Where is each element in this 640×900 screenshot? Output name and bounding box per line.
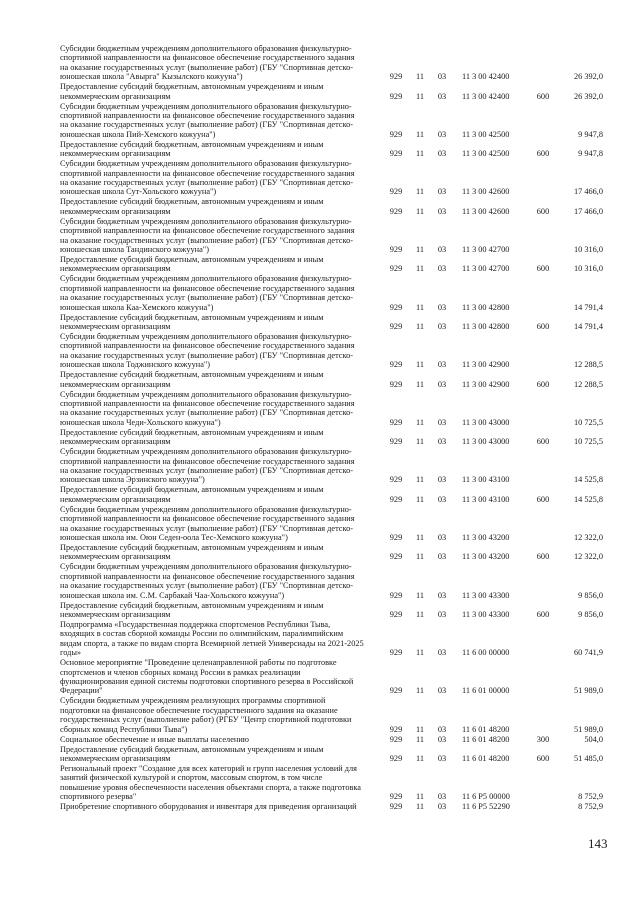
subsection-code: 03 xyxy=(437,753,447,763)
expense-type-code: 600 xyxy=(536,91,550,101)
row-description: Предоставление субсидий бюджетным, автономным учреждениям и иным некоммерческим организациям xyxy=(60,197,324,216)
row-description: Основное мероприятие "Проведение целенаправленной работы по подготовке спортсменов и членов сборных команд России в рамках реализации функционирования единой системы подготовки спортивного резерва в Российской Федерации" xyxy=(60,658,354,696)
grbs-code: 929 xyxy=(389,753,403,763)
subsection-code: 03 xyxy=(437,360,447,370)
target-article-code: 11 3 00 43200 xyxy=(462,532,510,542)
grbs-code: 929 xyxy=(389,734,403,744)
target-article-code: 11 3 00 42500 xyxy=(462,149,510,159)
table-row xyxy=(0,696,640,734)
section-code: 11 xyxy=(416,72,424,82)
grbs-code: 929 xyxy=(389,532,403,542)
subsection-code: 03 xyxy=(437,724,447,734)
grbs-code: 929 xyxy=(389,264,403,274)
table-row xyxy=(0,255,640,274)
target-article-code: 11 3 00 43300 xyxy=(462,590,510,600)
subsection-code: 03 xyxy=(437,802,447,812)
amount: 10 316,0 xyxy=(573,244,603,254)
grbs-code: 929 xyxy=(389,494,403,504)
subsection-code: 03 xyxy=(437,648,447,658)
target-article-code: 11 3 00 43100 xyxy=(462,475,510,485)
subsection-code: 03 xyxy=(437,321,447,331)
target-article-code: 11 3 00 43200 xyxy=(462,552,510,562)
row-description: Предоставление субсидий бюджетным, автономным учреждениям и иным некоммерческим организациям xyxy=(60,370,324,389)
table-row xyxy=(0,620,640,658)
target-article-code: 11 3 00 42800 xyxy=(462,302,510,312)
target-article-code: 11 3 00 42800 xyxy=(462,321,510,331)
grbs-code: 929 xyxy=(389,91,403,101)
subsection-code: 03 xyxy=(437,686,447,696)
subsection-code: 03 xyxy=(437,475,447,485)
amount: 12 322,0 xyxy=(573,532,603,542)
table-row xyxy=(0,390,640,428)
target-article-code: 11 3 00 42900 xyxy=(462,379,510,389)
row-description: Предоставление субсидий бюджетным, автономным учреждениям и иным некоммерческим организациям xyxy=(60,543,324,562)
section-code: 11 xyxy=(416,724,424,734)
expense-type-code: 600 xyxy=(536,379,550,389)
subsection-code: 03 xyxy=(437,91,447,101)
table-row xyxy=(0,332,640,370)
subsection-code: 03 xyxy=(437,187,447,197)
section-code: 11 xyxy=(416,475,424,485)
row-description: Субсидии бюджетным учреждениям дополнительного образования физкультурно- спортивной направленности на финансовое обеспечение государственного задания на оказание государственных услуг (выполнение работ) (ГБУ "Спортивная детско- юношеская школа Сут-Хольского кожууна") xyxy=(60,159,355,197)
subsection-code: 03 xyxy=(437,72,447,82)
table-row xyxy=(0,44,640,82)
grbs-code: 929 xyxy=(389,187,403,197)
amount: 14 791,4 xyxy=(573,302,603,312)
row-description: Предоставление субсидий бюджетным, автономным учреждениям и иным некоммерческим организациям xyxy=(60,82,324,101)
subsection-code: 03 xyxy=(437,532,447,542)
section-code: 11 xyxy=(416,149,424,159)
row-description: Предоставление субсидий бюджетным, автономным учреждениям и иным некоммерческим организациям xyxy=(60,427,324,447)
amount: 26 392,0 xyxy=(573,91,603,101)
target-article-code: 11 3 00 42400 xyxy=(462,72,510,82)
row-description: Предоставление субсидий бюджетным, автономным учреждениям и иным некоммерческим организациям xyxy=(60,312,324,331)
grbs-code: 929 xyxy=(389,360,403,370)
amount: 26 392,0 xyxy=(573,72,603,82)
expense-type-code: 600 xyxy=(536,609,550,619)
row-description: Субсидии бюджетным учреждениям дополнительного образования физкультурно- спортивной направленности на финансовое обеспечение государственного задания на оказание государственных услуг (выполнение работ) (ГБУ "Спортивная детско- юношеская школа Тоджинского кожууна") xyxy=(60,332,355,370)
expense-type-code: 600 xyxy=(536,753,550,763)
subsection-code: 03 xyxy=(437,244,447,254)
expense-type-code: 600 xyxy=(536,494,550,504)
amount: 14 525,8 xyxy=(573,475,603,485)
target-article-code: 11 3 00 42900 xyxy=(462,360,510,370)
table-row xyxy=(0,505,640,543)
target-article-code: 11 3 00 42700 xyxy=(462,264,510,274)
amount: 10 725,5 xyxy=(573,417,603,427)
section-code: 11 xyxy=(416,802,424,812)
row-description: Приобретение спортивного оборудования и инвентаря для приведения организаций xyxy=(60,802,357,812)
amount: 9 947,8 xyxy=(578,129,603,139)
grbs-code: 929 xyxy=(389,321,403,331)
grbs-code: 929 xyxy=(389,149,403,159)
table-row xyxy=(0,217,640,255)
row-description: Субсидии бюджетным учреждениям дополнительного образования физкультурно- спортивной направленности на финансовое обеспечение государственного задания на оказание государственных услуг (выполнение работ) (ГБУ "Спортивная детско- юношеская школа им. С.М. Сарбакай Чаа-Хольского кожууна") xyxy=(60,562,355,600)
target-article-code: 11 3 00 43100 xyxy=(462,494,510,504)
target-article-code: 11 3 00 43000 xyxy=(462,417,510,427)
table-row xyxy=(0,428,640,447)
subsection-code: 03 xyxy=(437,264,447,274)
expense-type-code: 600 xyxy=(536,437,550,447)
amount: 9 947,8 xyxy=(578,149,603,159)
grbs-code: 929 xyxy=(389,437,403,447)
section-code: 11 xyxy=(416,494,424,504)
target-article-code: 11 3 00 43000 xyxy=(462,437,510,447)
section-code: 11 xyxy=(416,321,424,331)
subsection-code: 03 xyxy=(437,734,447,744)
grbs-code: 929 xyxy=(389,244,403,254)
expense-type-code: 600 xyxy=(536,206,550,216)
section-code: 11 xyxy=(416,264,424,274)
section-code: 11 xyxy=(416,552,424,562)
section-code: 11 xyxy=(416,792,424,802)
target-article-code: 11 6 01 00000 xyxy=(462,686,510,696)
amount: 12 288,5 xyxy=(573,379,603,389)
grbs-code: 929 xyxy=(389,552,403,562)
table-row xyxy=(0,274,640,312)
row-description: Предоставление субсидий бюджетным, автономным учреждениям и иным некоммерческим организациям xyxy=(60,255,324,274)
table-row xyxy=(0,370,640,389)
target-article-code: 11 3 00 43300 xyxy=(462,609,510,619)
expense-type-code: 600 xyxy=(536,149,550,159)
row-description: Социальное обеспечение и иные выплаты населению xyxy=(60,734,249,744)
table-row xyxy=(0,447,640,485)
subsection-code: 03 xyxy=(437,552,447,562)
section-code: 11 xyxy=(416,753,424,763)
row-description: Субсидии бюджетным учреждениям дополнительного образования физкультурно- спортивной направленности на финансовое обеспечение государственного задания на оказание государственных услуг (выполнение работ) (ГБУ "Спортивная детско- юношеская школа Тандинского кожууна") xyxy=(60,216,355,255)
target-article-code: 11 6 01 48200 xyxy=(462,724,510,734)
table-row xyxy=(0,140,640,159)
expense-type-code: 600 xyxy=(536,321,550,331)
section-code: 11 xyxy=(416,734,424,744)
amount: 9 856,0 xyxy=(578,590,603,600)
amount: 51 989,0 xyxy=(573,686,603,696)
amount: 8 752,9 xyxy=(578,802,603,812)
grbs-code: 929 xyxy=(389,417,403,427)
grbs-code: 929 xyxy=(389,802,403,812)
section-code: 11 xyxy=(416,206,424,216)
section-code: 11 xyxy=(416,590,424,600)
target-article-code: 11 3 00 42500 xyxy=(462,129,510,139)
section-code: 11 xyxy=(416,379,424,389)
subsection-code: 03 xyxy=(437,437,447,447)
row-description: Предоставление субсидий бюджетным, автономным учреждениям и иным некоммерческим организациям xyxy=(60,744,324,763)
target-article-code: 11 3 00 42600 xyxy=(462,206,510,216)
row-description: Региональный проект "Создание для всех категорий и групп населения условий для занятий физической культурой и спортом, массовым спортом, в том числе повышение уровня обеспеченности населения объектами спорта, а также подготовка спортивного резерва" xyxy=(60,764,361,802)
section-code: 11 xyxy=(416,686,424,696)
section-code: 11 xyxy=(416,648,424,658)
row-description: Предоставление субсидий бюджетным, автономным учреждениям и иным некоммерческим организациям xyxy=(60,600,324,619)
amount: 12 288,5 xyxy=(573,360,603,370)
row-description: Субсидии бюджетным учреждениям дополнительного образования физкультурно- спортивной направленности на финансовое обеспечение государственного задания на оказание государственных услуг (выполнение работ) (ГБУ "Спортивная детско- юношеская школа Каа-Хемского кожууна") xyxy=(60,274,355,312)
row-description: Субсидии бюджетным учреждениям дополнительного образования физкультурно- спортивной направленности на финансовое обеспечение государственного задания на оказание государственных услуг (выполнение работ) (ГБУ "Спортивная детско- юношеская школа Чеди-Хольского кожууна") xyxy=(60,389,355,427)
section-code: 11 xyxy=(416,360,424,370)
amount: 51 989,0 xyxy=(573,724,603,734)
target-article-code: 11 3 00 42600 xyxy=(462,187,510,197)
table-row xyxy=(0,102,640,140)
section-code: 11 xyxy=(416,244,424,254)
table-row xyxy=(0,562,640,600)
amount: 60 741,9 xyxy=(573,648,603,658)
target-article-code: 11 6 01 48200 xyxy=(462,753,510,763)
section-code: 11 xyxy=(416,609,424,619)
row-description: Субсидии бюджетным учреждениям дополнительного образования физкультурно- спортивной направленности на финансовое обеспечение государственного задания на оказание государственных услуг (выполнение работ) (ГБУ "Спортивная детско- юношеская школа Эрзинского кожууна") xyxy=(60,447,355,485)
page-number: 143 xyxy=(588,836,608,851)
table-row xyxy=(0,313,640,332)
table-row xyxy=(0,658,640,696)
table-row xyxy=(0,159,640,197)
grbs-code: 929 xyxy=(389,72,403,82)
row-description: Предоставление субсидий бюджетным, автономным учреждениям и иным некоммерческим организациям xyxy=(60,139,324,159)
section-code: 11 xyxy=(416,91,424,101)
section-code: 11 xyxy=(416,302,424,312)
expense-type-code: 300 xyxy=(536,734,550,744)
row-description: Предоставление субсидий бюджетным, автономным учреждениям и иным некоммерческим организациям xyxy=(60,485,324,504)
table-row xyxy=(0,735,640,744)
row-description: Подпрограмма «Государственная поддержка спортсменов Республики Тыва, входящих в состав сборной команды России по олимпийским, паралимпийским видам спорта, а также по видам спорта Всемирной летней Универсиады на 2021-2025 годы» xyxy=(60,620,364,658)
target-article-code: 11 3 00 42400 xyxy=(462,91,510,101)
amount: 51 485,0 xyxy=(573,753,603,763)
grbs-code: 929 xyxy=(389,724,403,734)
amount: 9 856,0 xyxy=(578,609,603,619)
grbs-code: 929 xyxy=(389,379,403,389)
grbs-code: 929 xyxy=(389,302,403,312)
grbs-code: 929 xyxy=(389,686,403,696)
table-row xyxy=(0,764,640,802)
amount: 17 466,0 xyxy=(573,187,603,197)
subsection-code: 03 xyxy=(437,379,447,389)
subsection-code: 03 xyxy=(437,302,447,312)
amount: 504,0 xyxy=(584,734,603,744)
subsection-code: 03 xyxy=(437,609,447,619)
amount: 10 725,5 xyxy=(573,437,603,447)
table-row xyxy=(0,197,640,216)
table-row xyxy=(0,802,640,811)
target-article-code: 11 3 00 42700 xyxy=(462,244,510,254)
subsection-code: 03 xyxy=(437,206,447,216)
expense-type-code: 600 xyxy=(536,552,550,562)
table-row xyxy=(0,745,640,764)
subsection-code: 03 xyxy=(437,590,447,600)
target-article-code: 11 6 P5 52290 xyxy=(462,802,510,812)
grbs-code: 929 xyxy=(389,648,403,658)
row-description: Субсидии бюджетным учреждениям реализующих программы спортивной подготовки на финансовое обеспечение государственного задания на оказание государственных услуг (выполнение работ) (РГБУ "Центр спортивной подготовки сборных команд Республики Тыва") xyxy=(60,696,352,734)
subsection-code: 03 xyxy=(437,129,447,139)
grbs-code: 929 xyxy=(389,609,403,619)
grbs-code: 929 xyxy=(389,792,403,802)
section-code: 11 xyxy=(416,417,424,427)
amount: 8 752,9 xyxy=(578,792,603,802)
amount: 12 322,0 xyxy=(573,552,603,562)
grbs-code: 929 xyxy=(389,475,403,485)
subsection-code: 03 xyxy=(437,792,447,802)
section-code: 11 xyxy=(416,187,424,197)
section-code: 11 xyxy=(416,532,424,542)
section-code: 11 xyxy=(416,437,424,447)
table-row xyxy=(0,82,640,101)
grbs-code: 929 xyxy=(389,206,403,216)
subsection-code: 03 xyxy=(437,494,447,504)
target-article-code: 11 6 01 48200 xyxy=(462,734,510,744)
row-description: Субсидии бюджетным учреждениям дополнительного образования физкультурно- спортивной направленности на финансовое обеспечение государственного задания на оказание государственных услуг (выполнение работ) (ГБУ "Спортивная детско- юношеская школа "Авырга" Кызылского кожууна") xyxy=(60,44,355,82)
target-article-code: 11 6 P5 00000 xyxy=(462,792,510,802)
table-row xyxy=(0,485,640,504)
table-row xyxy=(0,543,640,562)
amount: 14 525,8 xyxy=(573,494,603,504)
subsection-code: 03 xyxy=(437,149,447,159)
target-article-code: 11 6 00 00000 xyxy=(462,648,510,658)
amount: 14 791,4 xyxy=(573,321,603,331)
subsection-code: 03 xyxy=(437,417,447,427)
amount: 10 316,0 xyxy=(573,264,603,274)
section-code: 11 xyxy=(416,129,424,139)
expense-type-code: 600 xyxy=(536,264,550,274)
grbs-code: 929 xyxy=(389,590,403,600)
grbs-code: 929 xyxy=(389,129,403,139)
table-row xyxy=(0,601,640,620)
amount: 17 466,0 xyxy=(573,206,603,216)
row-description: Субсидии бюджетным учреждениям дополнительного образования физкультурно- спортивной направленности на финансовое обеспечение государственного задания на оказание государственных услуг (выполнение работ) (ГБУ "Спортивная детско- юношеская школа им. Оюн Седен-оола Тес-Хемского кожууна") xyxy=(60,504,355,543)
row-description: Субсидии бюджетным учреждениям дополнительного образования физкультурно- спортивной направленности на финансовое обеспечение государственного задания на оказание государственных услуг (выполнение работ) (ГБУ "Спортивная детско- юношеская школа Пий-Хемского кожууна") xyxy=(60,101,355,139)
